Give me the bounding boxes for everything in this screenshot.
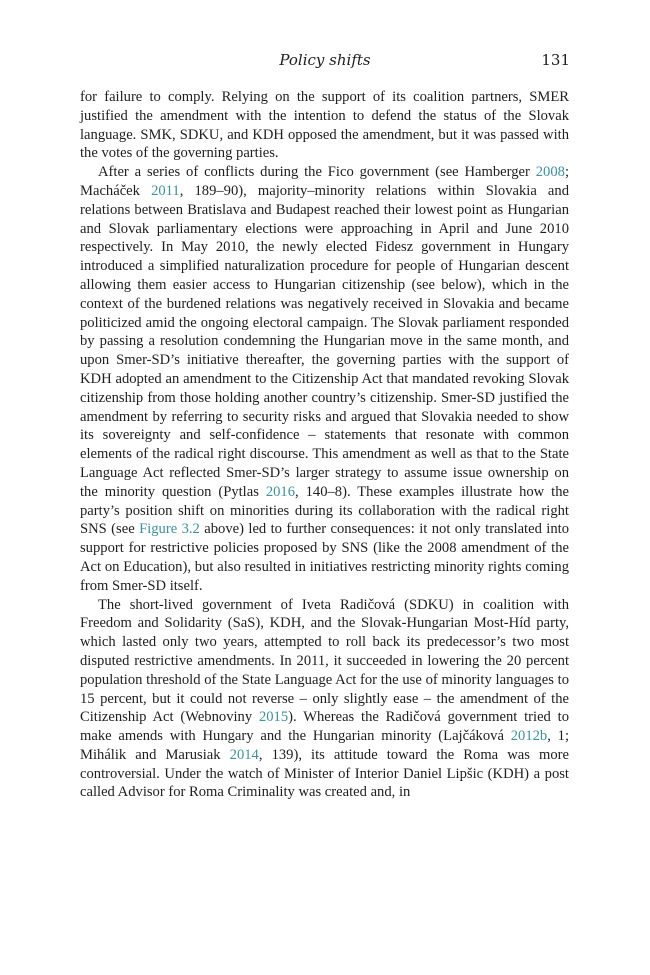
paragraph-2: [80, 163, 569, 595]
citation-link[interactable]: 2008: [535, 164, 565, 181]
text-run: ; Macháček: [80, 164, 569, 199]
paragraph-1: [80, 88, 569, 163]
text-run: , 1; Mihálik and Marusiak: [80, 728, 569, 763]
page-number: 131: [541, 51, 570, 69]
body-text: [80, 88, 569, 802]
text-run: , 139), its attitude toward the Roma was more controversial. Under the watch of Minister of Interior Daniel Lipšic (KDH) a post called Advisor for Roma Criminality was created and, in: [80, 746, 569, 801]
citation-link[interactable]: 2015: [258, 709, 289, 726]
citation-link[interactable]: 2014: [229, 746, 259, 763]
text-run: , 140–8). These examples illustrate how the party’s position shift on minorities during its collaboration with the radical right SNS (see: [80, 483, 569, 538]
running-title: Policy shifts: [279, 51, 371, 69]
citation-link[interactable]: 2012b: [510, 728, 548, 745]
text-run: above) led to further consequences: it not only translated into support for restrictive policies proposed by SNS (like the 2008 amendment of the Act on Education), but also resulted in initiatives restricting minority rights coming from Smer-SD itself.: [80, 521, 569, 594]
citation-link[interactable]: 2016: [265, 483, 296, 500]
text-run: The short-lived government of Iveta Radičová (SDKU) in coalition with Freedom and Solidarity (SaS), KDH, and the Slovak-Hungarian Most-Híd party, which lasted only two years, attempted to roll back its predecessor’s two most disputed restrictive amendments. In 2011, it succeeded in lowering the 20 percent population threshold of the State Language Act for the use of minority languages to 15 percent, but it could not reverse – only slightly ease – the amendment of the Citizenship Act (Webnoviny: [80, 596, 569, 726]
text-run: , 189–90), majority–minority relations within Slovakia and relations between Bratislava and Budapest reached their lowest point as Hungarian and Slovak parliamentary elections were approaching in April and June 2010 respectively. In May 2010, the newly elected Fidesz government in Hungary introduced a simplified naturalization procedure for people of Hungarian descent allowing them easier access to Hungarian citizenship (see below), which in the context of the burdened relations was negatively received in Slovakia and became politicized amid the ongoing electoral campaign. The Slovak parliament responded by passing a resolution condemning the Hungarian move in the same month, and upon Smer-SD’s initiative thereafter, the governing parties with the support of KDH adopted an amendment to the Citizenship Act that mandated revoking Slovak citizenship from those holding another country’s citizenship. Smer-SD justified the amendment by referring to security risks and argued that Slovakia needed to show its sovereignty and self-confidence – statements that resonate with common elements of the radical right discourse. This amendment as well as that to the State Language Act reflected Smer-SD’s larger strategy to assume issue ownership on the minority question (Pytlas: [80, 182, 570, 500]
text-run: After a series of conflicts during the Fico government (see Hamberger: [98, 164, 536, 181]
text-run: for failure to comply. Relying on the support of its coalition partners, SMER justified the amendment with the intention to defend the status of the Slovak language. SMK, SDKU, and KDH opposed the amendment, but it was passed with the votes of the governing parties.: [80, 89, 569, 162]
text-run: ). Whereas the Radičová government tried to make amends with Hungary and the Hungarian minority (Lajčáková: [80, 709, 570, 745]
paragraph-3: [80, 596, 569, 803]
running-head: [80, 49, 570, 71]
figure-reference-link[interactable]: Figure 3.2: [139, 521, 200, 538]
citation-link[interactable]: 2011: [151, 182, 180, 199]
